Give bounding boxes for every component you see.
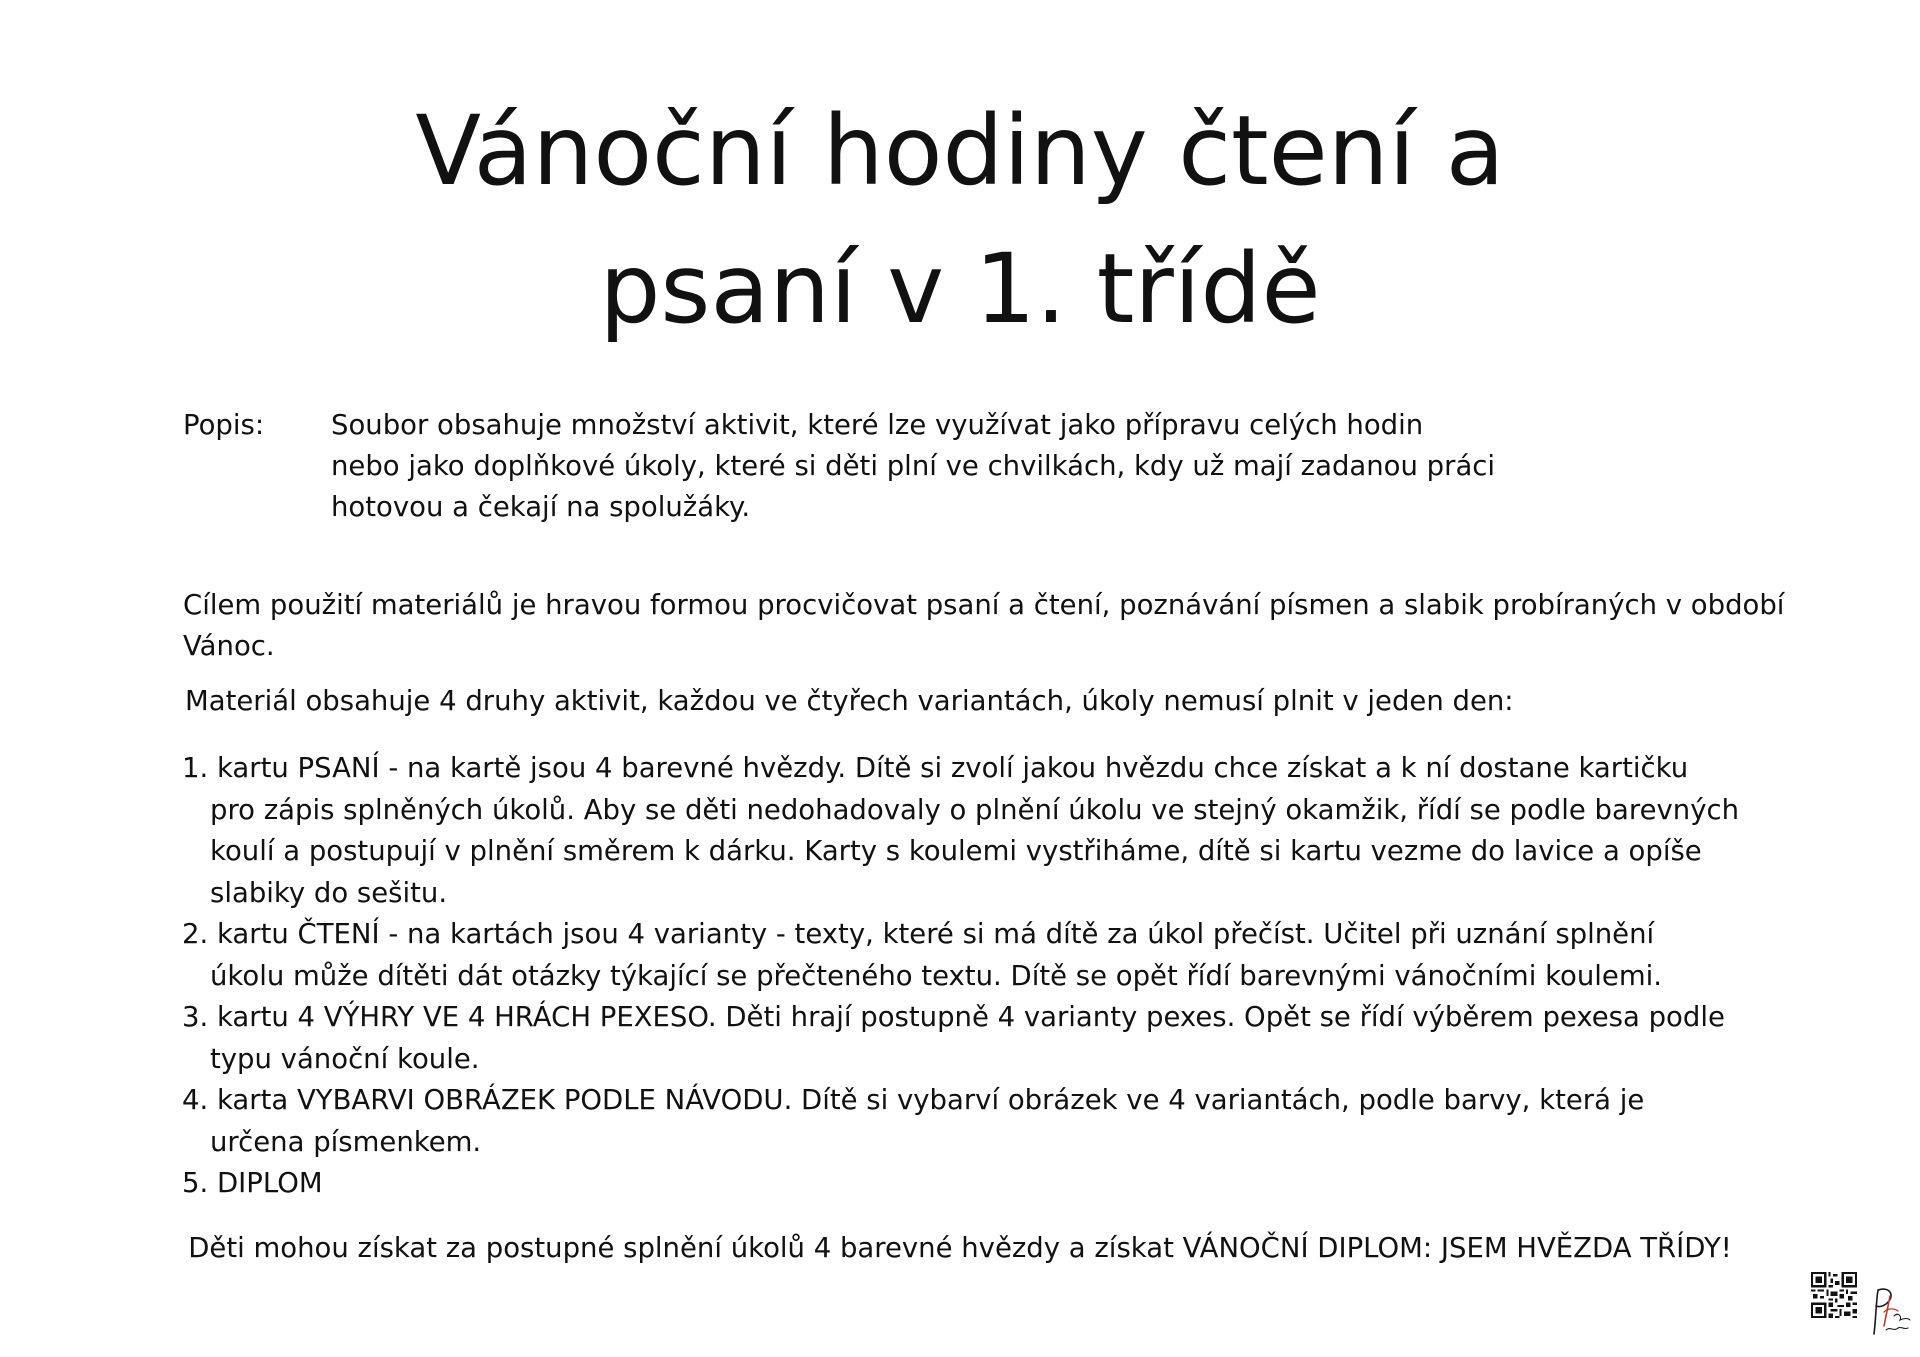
title-line-1: Vánoční hodiny čtení a (415, 95, 1505, 207)
signature-logo-icon (1864, 1282, 1916, 1342)
activity-item-pexeso (182, 997, 1739, 1080)
goal-paragraph (183, 585, 1784, 667)
closing-sentence: Děti mohou získat za postupné splnění úkolů 4 barevné hvězdy a získat VÁNOČNÍ DIPLOM: JSEM HVĚZDA TŘÍDY! (188, 1232, 1732, 1264)
intro-paragraph: Materiál obsahuje 4 druhy aktivit, každou ve čtyřech variantách, úkoly nemusí plnit v jeden den: (185, 685, 1514, 717)
goal-line: Vánoc. (183, 630, 275, 662)
activity-item-coloring (182, 1080, 1739, 1163)
document-title (0, 82, 1920, 358)
qr-code-icon (1811, 1272, 1857, 1318)
activity-line: 4. karta VYBARVI OBRÁZEK PODLE NÁVODU. Dítě si vybarví obrázek ve 4 variantách, podle barvy, která je (182, 1084, 1645, 1116)
activity-line: 3. kartu 4 VÝHRY VE 4 HRÁCH PEXESO. Děti hrají postupně 4 varianty pexes. Opět se řídí výběrem pexesa podle (182, 1001, 1725, 1033)
activity-line: 5. DIPLOM (182, 1167, 323, 1199)
activity-line: slabiky do sešitu. (210, 876, 448, 909)
activity-line: 1. kartu PSANÍ - na kartě jsou 4 barevné hvězdy. Dítě si zvolí jakou hvězdu chce získat a k ní dostane kartičku (182, 752, 1689, 784)
activity-item-writing (182, 748, 1739, 914)
description-label: Popis: (183, 409, 265, 441)
description-line: Soubor obsahuje množství aktivit, které lze využívat jako přípravu celých hodin (331, 409, 1424, 441)
description-line: hotovou a čekají na spolužáky. (331, 491, 751, 523)
activity-item-reading (182, 914, 1739, 997)
activity-line: koulí a postupují v plnění směrem k dárku. Karty s koulemi vystřiháme, dítě si kartu vezme do lavice a opíše (210, 835, 1702, 867)
activity-list (182, 748, 1739, 1205)
goal-line: Cílem použití materiálů je hravou formou procvičovat psaní a čtení, poznávání písmen a slabik probíraných v období (183, 589, 1785, 621)
description-text (331, 405, 1495, 528)
activity-item-diploma (182, 1163, 1739, 1205)
activity-line: určena písmenkem. (210, 1125, 482, 1158)
title-line-2: psaní v 1. třídě (599, 233, 1321, 345)
activity-line: 2. kartu ČTENÍ - na kartách jsou 4 varianty - texty, které si má dítě za úkol přečíst. Učitel při uznání splnění (182, 918, 1655, 950)
activity-line: úkolu může dítěti dát otázky týkající se přečteného textu. Dítě se opět řídí barevnými vánočními koulemi. (210, 959, 1663, 992)
description-line: nebo jako doplňkové úkoly, které si děti plní ve chvilkách, kdy už mají zadanou práci (331, 450, 1496, 482)
activity-line: pro zápis splněných úkolů. Aby se děti nedohadovaly o plnění úkolu ve stejný okamžik, řídí se podle barevných (210, 793, 1740, 826)
activity-line: typu vánoční koule. (210, 1042, 480, 1075)
